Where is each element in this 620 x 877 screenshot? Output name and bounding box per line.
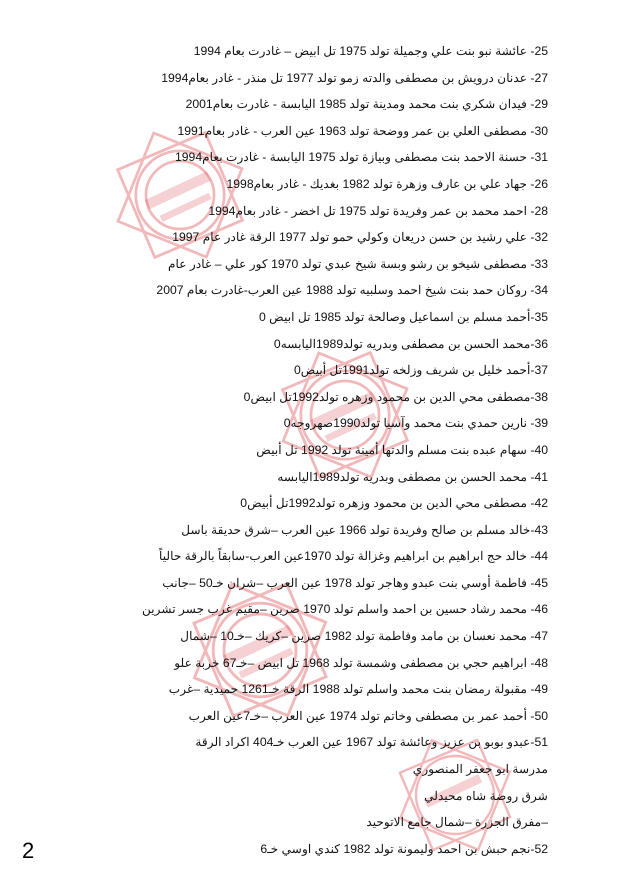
address-line: شرق روضة شاه محيدلي [424, 788, 548, 803]
record-line: 37-أحمد خليل بن شريف وزلخه تولد1991تل أبيض0 [293, 363, 548, 378]
address-line: –مفرق الجزرة –شمال جامع الاتوحيد [366, 815, 548, 830]
record-line: 48- ابراهيم حجي بن مصطفى وشمسة تولد 1968 تل ابيض –خـ67 خربة علو [174, 655, 548, 670]
address-line: مدرسة ابو جعفر المنصوري [412, 762, 548, 777]
record-line: 34- روكان حمد بنت شيخ احمد وسلبيه تولد 1988 عين العرب-غادرت بعام 2007 [156, 283, 548, 298]
record-line: 28- احمد محمد بن عمر وفريدة تولد 1975 تل اخضر - غادر بعام1994 [208, 203, 548, 218]
record-line: 51-عبدو بوبو بن عزيز وعائشة تولد 1967 عين العرب خـ404 اكراد الرقة [195, 735, 548, 750]
record-line: 26- جهاد علي بن عارف وزهرة تولد 1982 بغديك - غادر بعام1998 [226, 176, 548, 191]
record-line: 44- خالد حج ابراهيم بن ابراهيم وغزالة تولد 1970عين العرب-سابقاً بالرقة حالياً [159, 549, 548, 564]
record-line: 45- فاطمة أوسي بنت عبدو وهاجر تولد 1978 عين العرب –شران خـ50 –جانب [162, 575, 548, 590]
record-line: 25- عائشة نبو بنت علي وجميلة تولد 1975 تل ابيض – غادرت بعام 1994 [193, 44, 548, 58]
record-line: 29- فيدان شكري بنت محمد ومدينة تولد 1985 اليابسة - غادرت بعام2001 [185, 97, 548, 112]
record-line: 38-مصطفى محي الدين بن محمود وزهره تولد1992تل ابيض0 [243, 389, 548, 404]
record-line: 50- أحمد عمر بن مصطفى وخاتم تولد 1974 عين العرب –خـ7عين العرب [188, 708, 548, 723]
record-line: 40- سهام عبده بنت مسلم والدتها أمينة تولد 1992 تل أبيض [256, 442, 548, 457]
record-line: 30- مصطفى العلي بن عمر ووضحة تولد 1963 عين العرب - غادر بعام1991 [177, 123, 548, 138]
record-line: 39- نارين حمدي بنت محمد وآسيا تولد1990صهروجه0 [283, 416, 548, 431]
record-line: 43-خالد مسلم بن صالح وفريدة تولد 1966 عين العرب –شرق حديقة باسل [181, 522, 548, 537]
record-line: 42- مصطفى محي الدين بن محمود وزهره تولد1992تل أبيض0 [240, 496, 548, 511]
record-line: 46- محمد رشاد حسين بن احمد واسلم تولد 1970 صرين –مقيم غرب جسر تشرين [141, 602, 548, 617]
record-line: 36-محمد الحسن بن مصطفى وبدريه تولد1989اليابسه0 [273, 336, 548, 351]
record-line: 33- مصطفى شيخو بن رشو وبسة شيخ عبدي تولد 1970 كور علي – غادر عام [168, 256, 548, 271]
record-line: 27- عدنان درويش بن مصطفى والدته زمو تولد 1977 تل منذر - غادر بعام1994 [161, 70, 548, 85]
record-line: 31- حسنة الاحمد بنت مصطفى وبيازة تولد 1975 اليابسة - غادرت بعام1994 [175, 150, 548, 165]
record-line: 32- علي رشيد بن حسن دريعان وكولي حمو تولد 1977 الرقة غادر عام 1997 [172, 230, 548, 245]
record-line: 35-أحمد مسلم بن اسماعيل وصالحة تولد 1985 تل ابيض 0 [259, 309, 548, 324]
page-number: 2 [22, 838, 35, 863]
record-line: 41- محمد الحسن بن مصطفى وبدريه تولد1989اليابسه [277, 469, 548, 484]
document-body [28, 38, 548, 862]
record-line: 52-نجم حبش بن احمد وليمونة تولد 1982 كندي اوسي خـ6 [260, 841, 548, 856]
record-line: 47- محمد نعسان بن مامد وفاطمة تولد 1982 صرين –كريك –خـ10 –شمال [180, 629, 548, 644]
record-line: 49- مقبولة رمضان بنت محمد واسلم تولد 1988 الرقة خـ1261 حميدية –غرب [168, 682, 548, 697]
